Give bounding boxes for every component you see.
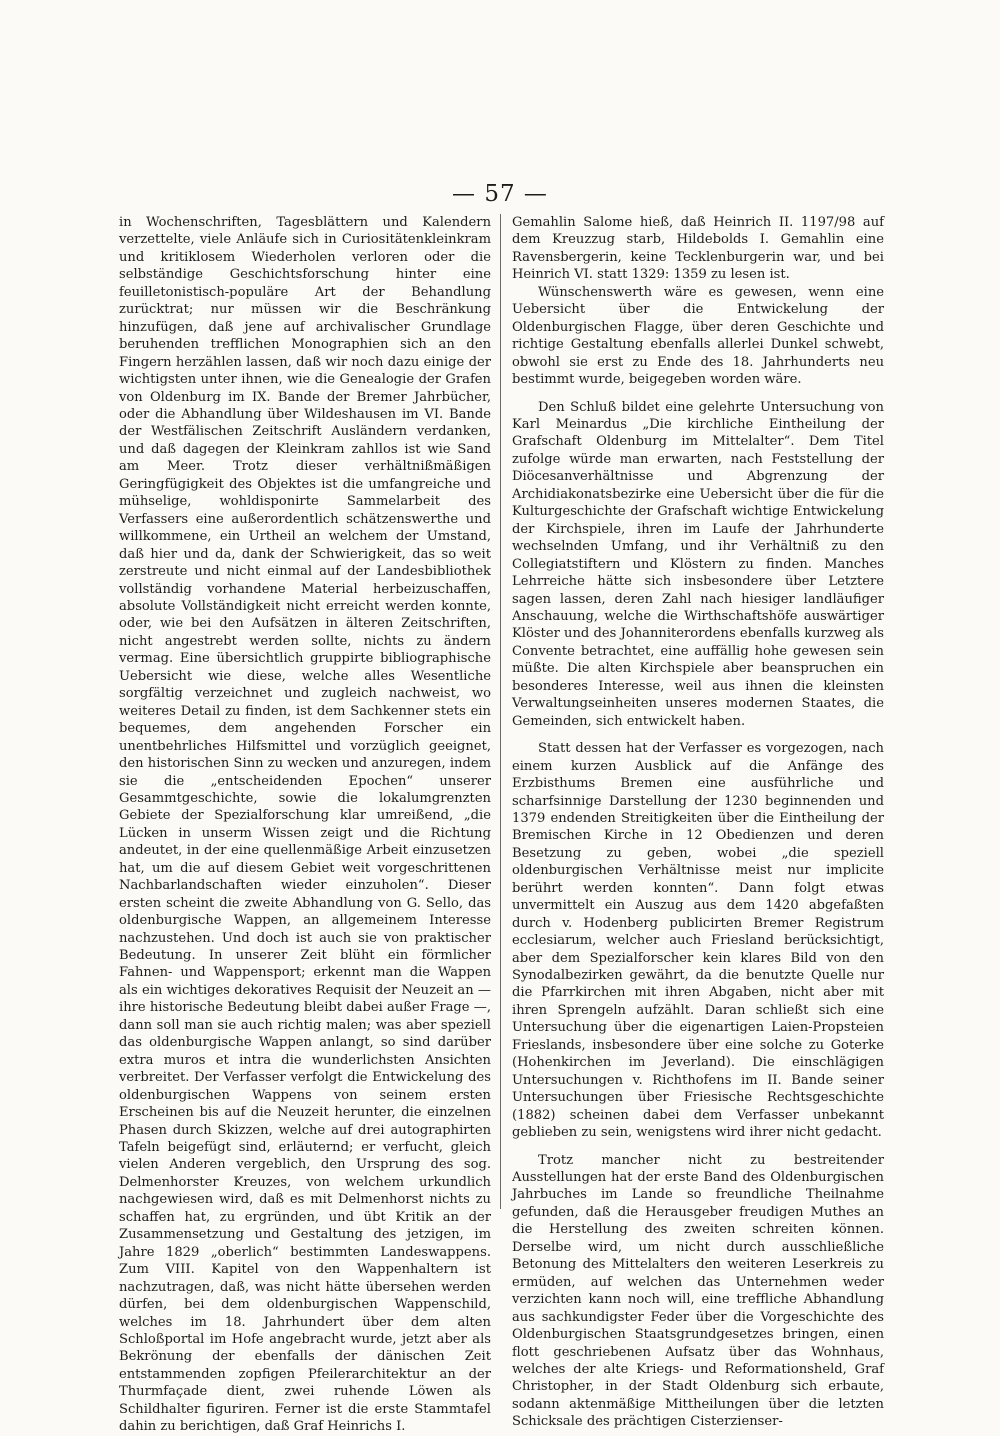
- right-paragraph-2: Wünschenswerth wäre es gewesen, wenn eine Uebersicht über die Entwickelung der Oldenburgischen Flagge, über deren Geschichte und richtige Gestaltung ebenfalls allerlei Dunkel schwebt, obwohl sie erst zu Ende des 18. Jahrhunderts neu bestimmt wurde, beigegeben worden wäre.: [512, 284, 884, 388]
- right-paragraph-4: Statt dessen hat der Verfasser es vorgezogen, nach einem kurzen Ausblick auf die Anfänge des Erzbisthums Bremen eine ausführliche und scharfsinnige Darstellung der 1230 beginnenden und 1379 endenden Streitigkeiten über die Eintheilung der Bremischen Kirche in 12 Obedienzen und deren Besetzung zu geben, wobei „die speziell oldenburgischen Verhältnisse meist nur implicite berührt werden konnten“. Dann folgt etwas unvermittelt ein Auszug aus dem 1420 abgefaßten durch v. Hodenberg publicirten Bremer Registrum ecclesiarum, welcher auch Friesland berücksichtigt, aber dem Spezialforscher kein klares Bild von den Synodalbezirken gewährt, da die benutzte Quelle nur die Pfarrkirchen mit ihren Abgaben, nicht aber mit ihren Sprengeln aufzählt. Daran schließt sich eine Untersuchung über die eigenartigen Laien-Propsteien Frieslands, insbesondere über eine solche zu Goterke (Hohenkirchen im Jeverland). Die einschlägigen Untersuchungen v. Richthofens im II. Bande seiner Untersuchungen über Friesische Rechtsgeschichte (1882) scheinen dabei dem Verfasser unbekannt geblieben zu sein, wenigstens wird ihrer nicht gedacht.: [512, 741, 884, 1141]
- left-column: [119, 214, 491, 1436]
- right-paragraph-3: Den Schluß bildet eine gelehrte Untersuchung von Karl Meinardus „Die kirchliche Eintheilung der Grafschaft Oldenburg im Mittelalter“. Dem Titel zufolge würde man erwarten, nach Feststellung der Diöcesanverhältnisse und Abgrenzung der Archidiakonatsbezirke eine Uebersicht über die für die Kulturgeschichte der Grafschaft wichtige Entwickelung der Kirchspiele, ihren im Laufe der Jahrhunderte wechselnden Umfang, und ihr Verhältniß zu den Collegiatstiftern und Klöstern zu finden. Manches Lehrreiche hätte sich insbesondere über Letztere sagen lassen, deren Zahl nach hiesiger landläufiger Anschauung, welche die Wirthschaftshöfe auswärtiger Klöster und des Johanniterordens ebenfalls kurzweg als Convente betrachtet, eine auffällig hohe gewesen sein müßte. Die alten Kirchspiele aber beanspruchen ein besonderes Interesse, weil aus ihnen die kleinsten Verwaltungseinheiten unseres modernen Staates, die Gemeinden, sich entwickelt haben.: [512, 399, 884, 729]
- left-paragraph-1: in Wochenschriften, Tagesblättern und Kalendern verzettelte, viele Anläufe sich in Curiositätenkleinkram und kritiklosem Wiederholen verloren oder die selbständige Geschichtsforschung hinter eine feuilletonistisch-populäre Art der Behandlung zurücktrat; nur müssen wir die Beschränkung hinzufügen, daß jene auf archivalischer Grundlage beruhenden trefflichen Monographien sich an den Fingern herzählen lassen, daß wir noch dazu einige der wichtigsten unter ihnen, wie die Genealogie der Grafen von Oldenburg im IX. Bande der Bremer Jahrbücher, oder die Abhandlung über Wildeshausen im VI. Bande der Westfälischen Zeitschrift Ausländern verdanken, und daß dagegen der Kleinkram zahllos ist wie Sand am Meer. Trotz dieser verhältnißmäßigen Geringfügigkeit des Objektes ist die umfangreiche und mühselige, wohldisponirte Sammelarbeit des Verfassers eine außerordentlich schätzenswerthe und willkommene, ein Urtheil an welchem der Umstand, daß hier und da, dank der Schwierigkeit, das so weit zerstreute und nicht einmal auf der Landesbibliothek vollständig vorhandene Material herbeizuschaffen, absolute Vollständigkeit nicht erreicht werden konnte, oder, wie bei den Aufsätzen in älteren Zeitschriften, nicht angestrebt werden sollte, nichts zu ändern vermag. Eine übersichtlich gruppirte bibliographische Uebersicht wie diese, welche alles Wesentliche sorgfältig verzeichnet und zugleich nachweist, wo weiteres Detail zu finden, ist dem Sachkenner stets ein bequemes, dem angehenden Forscher ein unentbehrliches Hilfsmittel und vorzüglich geeignet, den historischen Sinn zu wecken und anzuregen, indem sie die „entscheidenden Epochen“ unserer Gesammtgeschichte, sowie die lokalumgrenzten Gebiete der Spezialforschung klar umreißend, „die Lücken in unserm Wissen zeigt und die Richtung andeutet, in der eine quellenmäßige Arbeit einzusetzen hat, um die auf diesem Gebiet weit vorgeschrittenen Nachbarlandschaften wieder einzuholen“. Dieser ersten scheint die zweite Abhandlung von G. Sello, das oldenburgische Wappen, an allgemeinem Interesse nachzustehen. Und doch ist auch sie von praktischer Bedeutung. In unserer Zeit blüht ein förmlicher Fahnen- und Wappensport; erkennt man die Wappen als ein wichtiges dekoratives Requisit der Neuzeit an — ihre historische Bedeutung bleibt dabei außer Frage —, dann soll man sie auch richtig malen; was aber speziell das oldenburgische Wappen anlangt, so sind darüber extra muros et intra die wunderlichsten Ansichten verbreitet. Der Verfasser verfolgt die Entwickelung des oldenburgischen Wappens von seinem ersten Erscheinen bis auf die Neuzeit herunter, die einzelnen Phasen durch Skizzen, welche auf drei autographirten Tafeln beigefügt sind, erläuternd; er verfucht, gleich vielen Anderen vergeblich, den Ursprung des sog. Delmenhorster Kreuzes, von welchem urkundlich nachgewiesen wird, daß es mit Delmenhorst nichts zu schaffen hat, zu ergründen, und übt Kritik an der Zusammensetzung und Gestaltung des jetzigen, im Jahre 1829 „oberlich“ bestimmten Landeswappens. Zum VIII. Kapitel von den Wappenhaltern ist nachzutragen, daß, was nicht hätte übersehen werden dürfen, bei dem oldenburgischen Wappenschild, welches im 18. Jahrhundert über dem alten Schloßportal im Hofe angebracht wurde, jetzt aber als Bekrönung der ebenfalls der dänischen Zeit entstammenden zopfigen Pfeilerarchitektur an der Thurmfaçade dient, zwei ruhende Löwen als Schildhalter figuriren. Ferner ist die erste Stammtafel dahin zu berichtigen, daß Graf Heinrichs I.: [119, 215, 491, 1435]
- right-paragraph-1: Gemahlin Salome hieß, daß Heinrich II. 1197/98 auf dem Kreuzzug starb, Hildebolds I. Gemahlin eine Ravensbergerin, keine Tecklenburgerin war, und bei Heinrich VI. statt 1329: 1359 zu lesen ist.: [512, 215, 884, 283]
- right-paragraph-5: Trotz mancher nicht zu bestreitender Ausstellungen hat der erste Band des Oldenburgischen Jahrbuches im Lande so freundliche Theilnahme gefunden, daß die Herausgeber freudigen Muthes an die Herstellung des zweiten schreiten können. Derselbe wird, um nicht durch ausschließliche Betonung des Mittelalters den weiteren Leserkreis zu ermüden, auf welchen das Unternehmen weder verzichten kann noch will, eine treffliche Abhandlung aus sachkundigster Feder über die Vorgeschichte des Oldenburgischen Staatsgrundgesetzes bringen, einen flott geschriebenen Aufsatz über das Wohnhaus, welches der alte Kriegs- und Reformationsheld, Graf Christopher, in der Stadt Oldenburg sich erbaute, sodann aktenmäßige Mittheilungen über die letzten Schicksale des prächtigen Cisterzienser-: [512, 1152, 884, 1430]
- right-column: [512, 214, 884, 1431]
- page-number: — 57 —: [452, 181, 548, 207]
- column-divider: [500, 214, 501, 1209]
